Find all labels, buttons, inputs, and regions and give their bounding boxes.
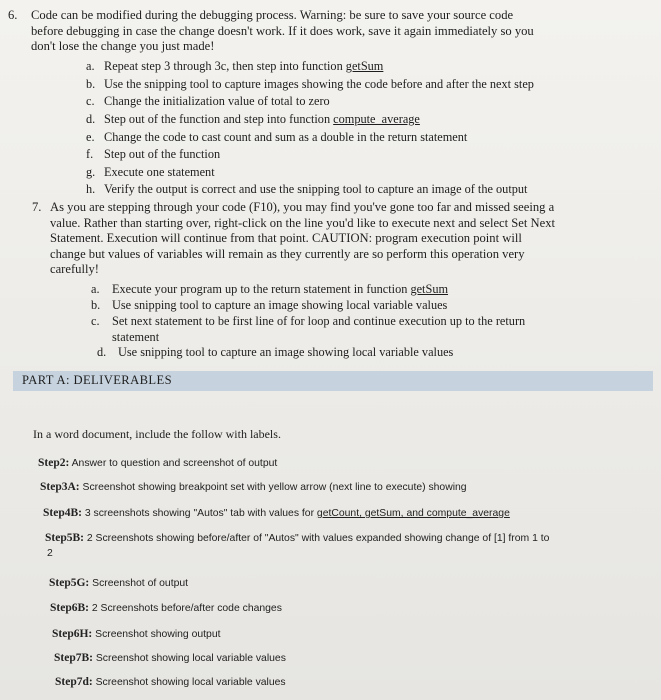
step-label: Step5G: xyxy=(49,577,90,589)
item-6g-letter: g. xyxy=(86,165,96,179)
item-6a-text xyxy=(104,59,383,75)
item-6d-text xyxy=(104,112,420,128)
step-text: 2 Screenshots showing before/after of "Autos" with values expanded showing change of [1] from 1 to xyxy=(83,533,550,544)
item-7d-text: Use snipping tool to capture an image showing local variable values xyxy=(118,345,454,359)
item-6e-text: Change the code to cast count and sum as a double in the return statement xyxy=(104,130,468,144)
item-7-line xyxy=(50,247,555,263)
item-6h-text: Verify the output is correct and use the snipping tool to capture an image of the output xyxy=(104,182,528,196)
deliverable-step xyxy=(54,652,286,664)
step-text: Screenshot of output xyxy=(89,578,189,589)
step-label: Step6B: xyxy=(50,602,89,614)
item-7-line: Statement. Execution will continue from that point. CAUTION: program execution point will xyxy=(50,231,522,246)
step-label: Step7B: xyxy=(54,652,93,664)
item-6d-body: Step out of the function and step into function xyxy=(104,112,334,126)
section-title: PART A: DELIVERABLES xyxy=(22,373,172,387)
step-label: Step6H: xyxy=(52,628,93,640)
deliverable-step xyxy=(55,676,286,688)
item-6a-letter: a. xyxy=(86,59,95,73)
item-7d-letter: d. xyxy=(97,345,107,359)
item-7a-letter: a. xyxy=(91,282,100,296)
item-6e-letter: e. xyxy=(86,130,95,144)
step-text: 2 Screenshots before/after code changes xyxy=(88,603,282,614)
step-label: Step3A: xyxy=(40,481,80,493)
deliverable-step-cont: 2 xyxy=(47,548,53,559)
step-label: Step5B: xyxy=(45,532,84,544)
deliverable-step xyxy=(52,628,220,640)
step-text: 3 screenshots showing "Autos" tab with values for xyxy=(81,508,317,519)
compute-average-ref: compute_average xyxy=(333,112,420,126)
item-6-line: Code can be modified during the debugging process. Warning: be sure to save your source code xyxy=(31,8,514,22)
item-6-text xyxy=(31,8,534,55)
step-text: Screenshot showing local variable values xyxy=(92,653,286,664)
item-7a-text xyxy=(112,282,448,298)
step-label: Step2: xyxy=(38,457,70,469)
step-label: Step4B: xyxy=(43,507,82,519)
deliverable-step xyxy=(50,602,282,614)
step-label: Step7d: xyxy=(55,676,93,688)
deliverable-step xyxy=(43,507,510,519)
step-text: Screenshot showing breakpoint set with yellow arrow (next line to execute) showing xyxy=(79,482,467,493)
step-text: Screenshot showing local variable values xyxy=(92,677,286,688)
deliverable-step xyxy=(40,481,467,493)
item-7b-letter: b. xyxy=(91,298,101,312)
item-6c-text: Change the initialization value of total to zero xyxy=(104,94,330,108)
item-7-text xyxy=(50,200,555,278)
item-6h-letter: h. xyxy=(86,182,96,196)
item-6d-letter: d. xyxy=(86,112,96,126)
item-7c-letter: c. xyxy=(91,314,100,328)
item-7b-text: Use snipping tool to capture an image showing local variable values xyxy=(112,298,448,312)
item-6a-body: Repeat step 3 through 3c, then step into function xyxy=(104,59,346,73)
function-list: getCount, getSum, and compute_average xyxy=(316,508,510,519)
step-text: Screenshot showing output xyxy=(92,629,221,640)
item-7c-text: Set next statement to be first line of for loop and continue execution up to the return xyxy=(112,314,526,328)
item-6b-letter: b. xyxy=(86,77,96,91)
deliverable-step xyxy=(45,532,549,544)
item-6f-text: Step out of the function xyxy=(104,147,221,161)
item-6-number: 6. xyxy=(8,8,18,22)
deliverable-step xyxy=(49,577,188,589)
item-6-line: before debugging in case the change doesn't work. If it does work, save it again immediately so you xyxy=(31,23,534,38)
getsum-ref-2: getSum xyxy=(410,282,449,296)
item-7a-body: Execute your program up to the return statement in function xyxy=(112,282,411,296)
deliverables-intro: In a word document, include the follow with labels. xyxy=(33,427,281,441)
item-6c-letter: c. xyxy=(86,94,95,108)
item-7-line: carefully! xyxy=(50,262,99,277)
item-7-line: As you are stepping through your code (F10), you may find you've gone too far and missed seeing a xyxy=(50,200,555,214)
item-6g-text: Execute one statement xyxy=(104,165,215,179)
item-7-line-4: change but values of variables will remain as they currently are so perform this operation very xyxy=(50,246,525,261)
item-7c-cont: statement xyxy=(112,330,160,344)
item-7-number: 7. xyxy=(32,200,42,214)
getsum-ref: getSum xyxy=(345,59,384,73)
item-6-line: don't lose the change you just made! xyxy=(31,39,215,54)
deliverable-step xyxy=(38,457,277,469)
item-7-line: value. Rather than starting over, right-click on the line you'd like to execute next and select Set Next xyxy=(50,215,556,230)
item-6f-letter: f. xyxy=(86,147,94,161)
step-text: Answer to question and screenshot of output xyxy=(69,458,278,469)
item-6b-text: Use the snipping tool to capture images showing the code before and after the next step xyxy=(104,77,534,91)
